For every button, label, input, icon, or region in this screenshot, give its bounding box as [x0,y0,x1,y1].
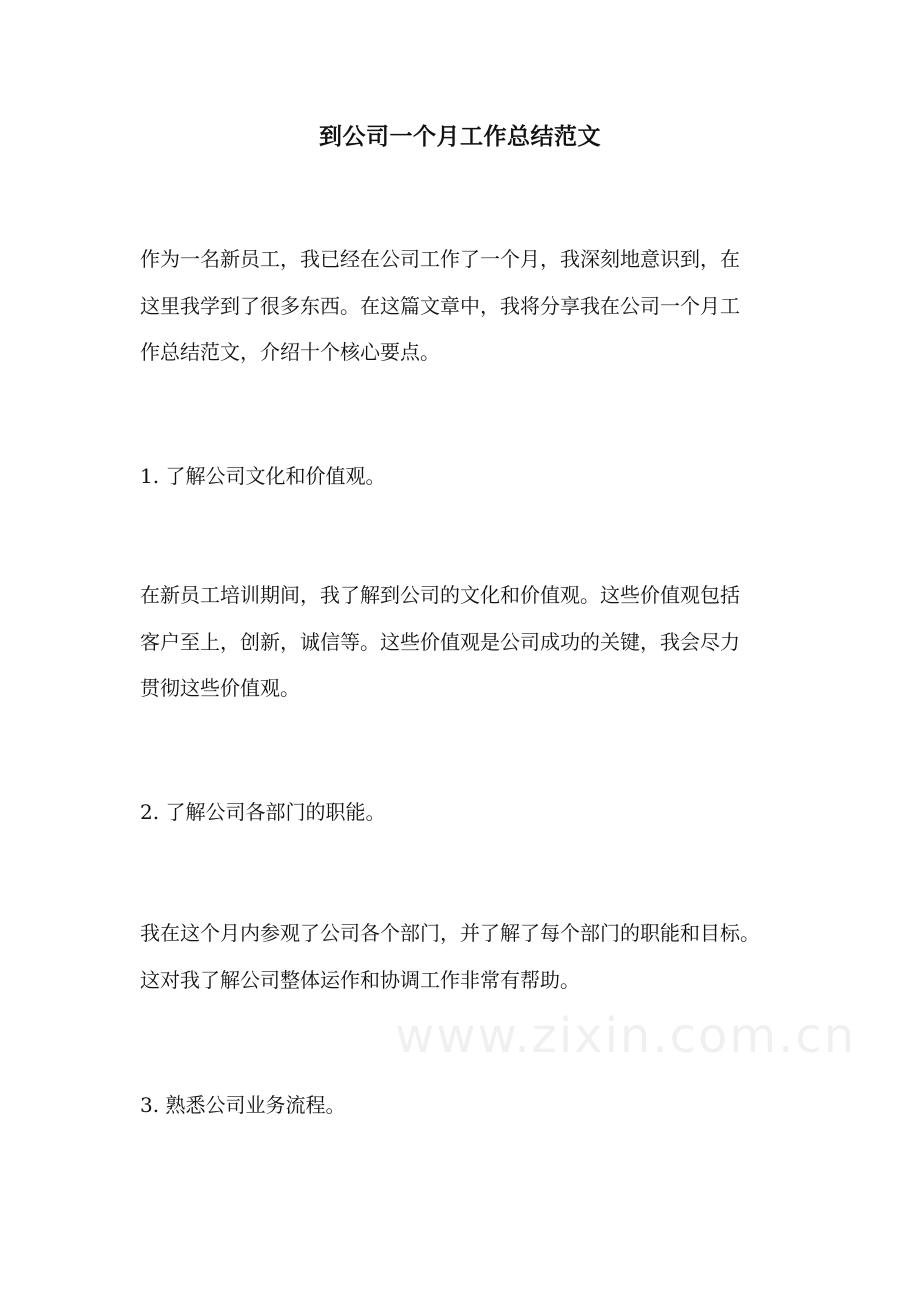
intro-line: 这里我学到了很多东西。在这篇文章中，我将分享我在公司一个月工 [140,293,740,318]
section-paragraph-2 [140,910,800,1003]
section-paragraph-1 [140,572,800,712]
intro-line: 作为一名新员工，我已经在公司工作了一个月，我深刻地意识到，在 [140,247,740,271]
section-heading-2: 2. 了解公司各部门的职能。 [140,800,386,824]
watermark: www.zixin.com.cn [395,1008,857,1064]
paragraph-line: 在新员工培训期间，我了解到公司的文化和价值观。这些价值观包括 [140,583,740,607]
intro-line: 作总结范文，介绍十个核心要点。 [140,340,440,364]
paragraph-line: 客户至上，创新，诚信等。这些价值观是公司成功的关键，我会尽力 [140,629,740,654]
paragraph-line: 我在这个月内参观了公司各个部门，并了解了每个部门的职能和目标。 [140,921,760,945]
section-heading-3: 3. 熟悉公司业务流程。 [140,1093,346,1117]
section-heading-1: 1. 了解公司文化和价值观。 [140,464,386,488]
paragraph-line: 这对我了解公司整体运作和协调工作非常有帮助。 [140,967,580,992]
page-title: 到公司一个月工作总结范文 [319,123,601,150]
intro-paragraph [140,236,800,376]
paragraph-line: 贯彻这些价值观。 [140,676,300,700]
